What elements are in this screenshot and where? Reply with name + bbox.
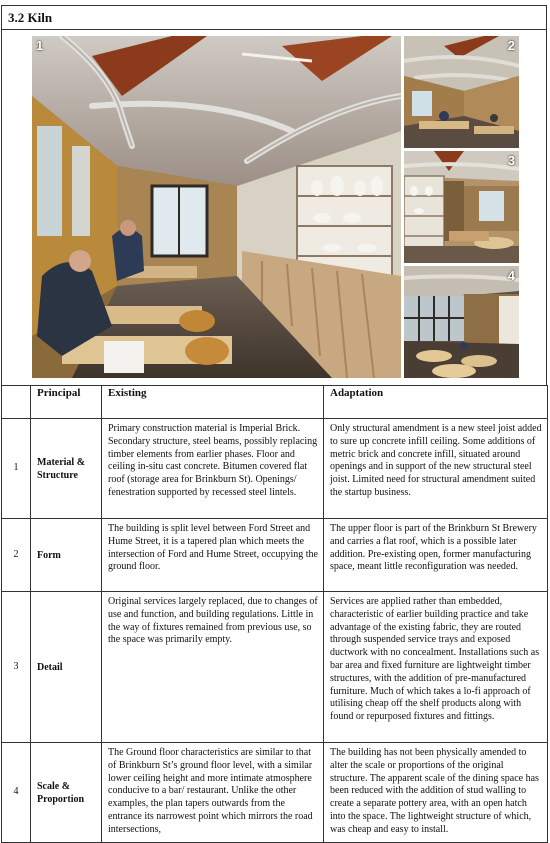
table-header-row <box>2 386 548 419</box>
row-adaptation: Only structural amendment is a new steel joist added to sure up concrete infill ceiling. Some additions of metric brick and concrete infill, situated around openings and in support of the new structural steel joist. Limited need for structural amendment suited the startup business. <box>324 419 548 519</box>
header-num <box>2 386 31 419</box>
row-existing: Original services largely replaced, due to changes of use and function, and building regulations. Little in the way of fixtures remained from previous use, so the space was primarily empty. <box>102 592 324 743</box>
table-row <box>2 592 548 743</box>
photo-2-label: 2 <box>507 38 515 53</box>
table-row <box>2 743 548 843</box>
row-number: 4 <box>2 743 31 843</box>
photo-3 <box>404 151 519 263</box>
header-principal: Principal <box>31 386 102 419</box>
row-number: 2 <box>2 519 31 592</box>
row-adaptation: The upper floor is part of the Brinkburn St Brewery and carries a flat roof, which is a possible later addition. Pre-existing open, former manufacturing space, meant little reconfiguration was needed. <box>324 519 548 592</box>
row-number: 1 <box>2 419 31 519</box>
photo-2 <box>404 36 519 148</box>
row-number: 3 <box>2 592 31 743</box>
photo-1 <box>32 36 401 378</box>
photo-4 <box>404 266 519 378</box>
table-row <box>2 419 548 519</box>
photo-1-label: 1 <box>36 38 44 53</box>
section-title-bar <box>1 5 547 30</box>
header-existing: Existing <box>102 386 324 419</box>
row-principal: Scale & Proportion <box>31 743 102 843</box>
photo-3-label: 3 <box>507 153 515 168</box>
row-existing: The Ground floor characteristics are similar to that of Brinkburn St’s ground floor level, with a similar lower ceiling height and more intimate atmosphere conducive to a bar/ restaurant. Unlike the other examples, the plan tapers outwards from the entrance its narrowest point which mirrors the road intersections, <box>102 743 324 843</box>
row-adaptation: The building has not been physically amended to alter the scale or proportions of the original structure. The apparent scale of the dining space has been reduced with the addition of stud walling to create a separate pottery area, with an open hatch into the space. The lightweight structure of which, was cheap and easy to install. <box>324 743 548 843</box>
row-existing: Primary construction material is Imperial Brick. Secondary structure, steel beams, possibly replacing timber elements from earlier phases. Floor and ceiling in-situ cast concrete. Bitumen covered flat roof (storage area for Brinkburn St). Openings/ fenestration supported by recessed steel lintels. <box>102 419 324 519</box>
row-adaptation: Services are applied rather than embedded, characteristic of earlier building practice and take advantage of the existing fabric, they are routed through suspended service trays and exposed ductwork with no concealment. Installations such as bar area and fixed furniture are lightweight timber structures, with the addition of pre-manufactured furniture. Much of which takes a lo-fi approach of utilising cheap off the shelf products along with found or repurposed fixtures and fittings. <box>324 592 548 743</box>
row-existing: The building is split level between Ford Street and Hume Street, it is a tapered plan which meets the intersection of Ford and Hume Street, occupying the ground floor. <box>102 519 324 592</box>
table-row <box>2 519 548 592</box>
section-title: 3.2 Kiln <box>8 10 53 25</box>
row-principal: Detail <box>31 592 102 743</box>
row-principal: Material & Structure <box>31 419 102 519</box>
photo-panel <box>1 29 547 385</box>
row-principal: Form <box>31 519 102 592</box>
adaptation-table <box>1 385 548 843</box>
header-adaptation: Adaptation <box>324 386 548 419</box>
photo-4-label: 4 <box>507 268 515 283</box>
